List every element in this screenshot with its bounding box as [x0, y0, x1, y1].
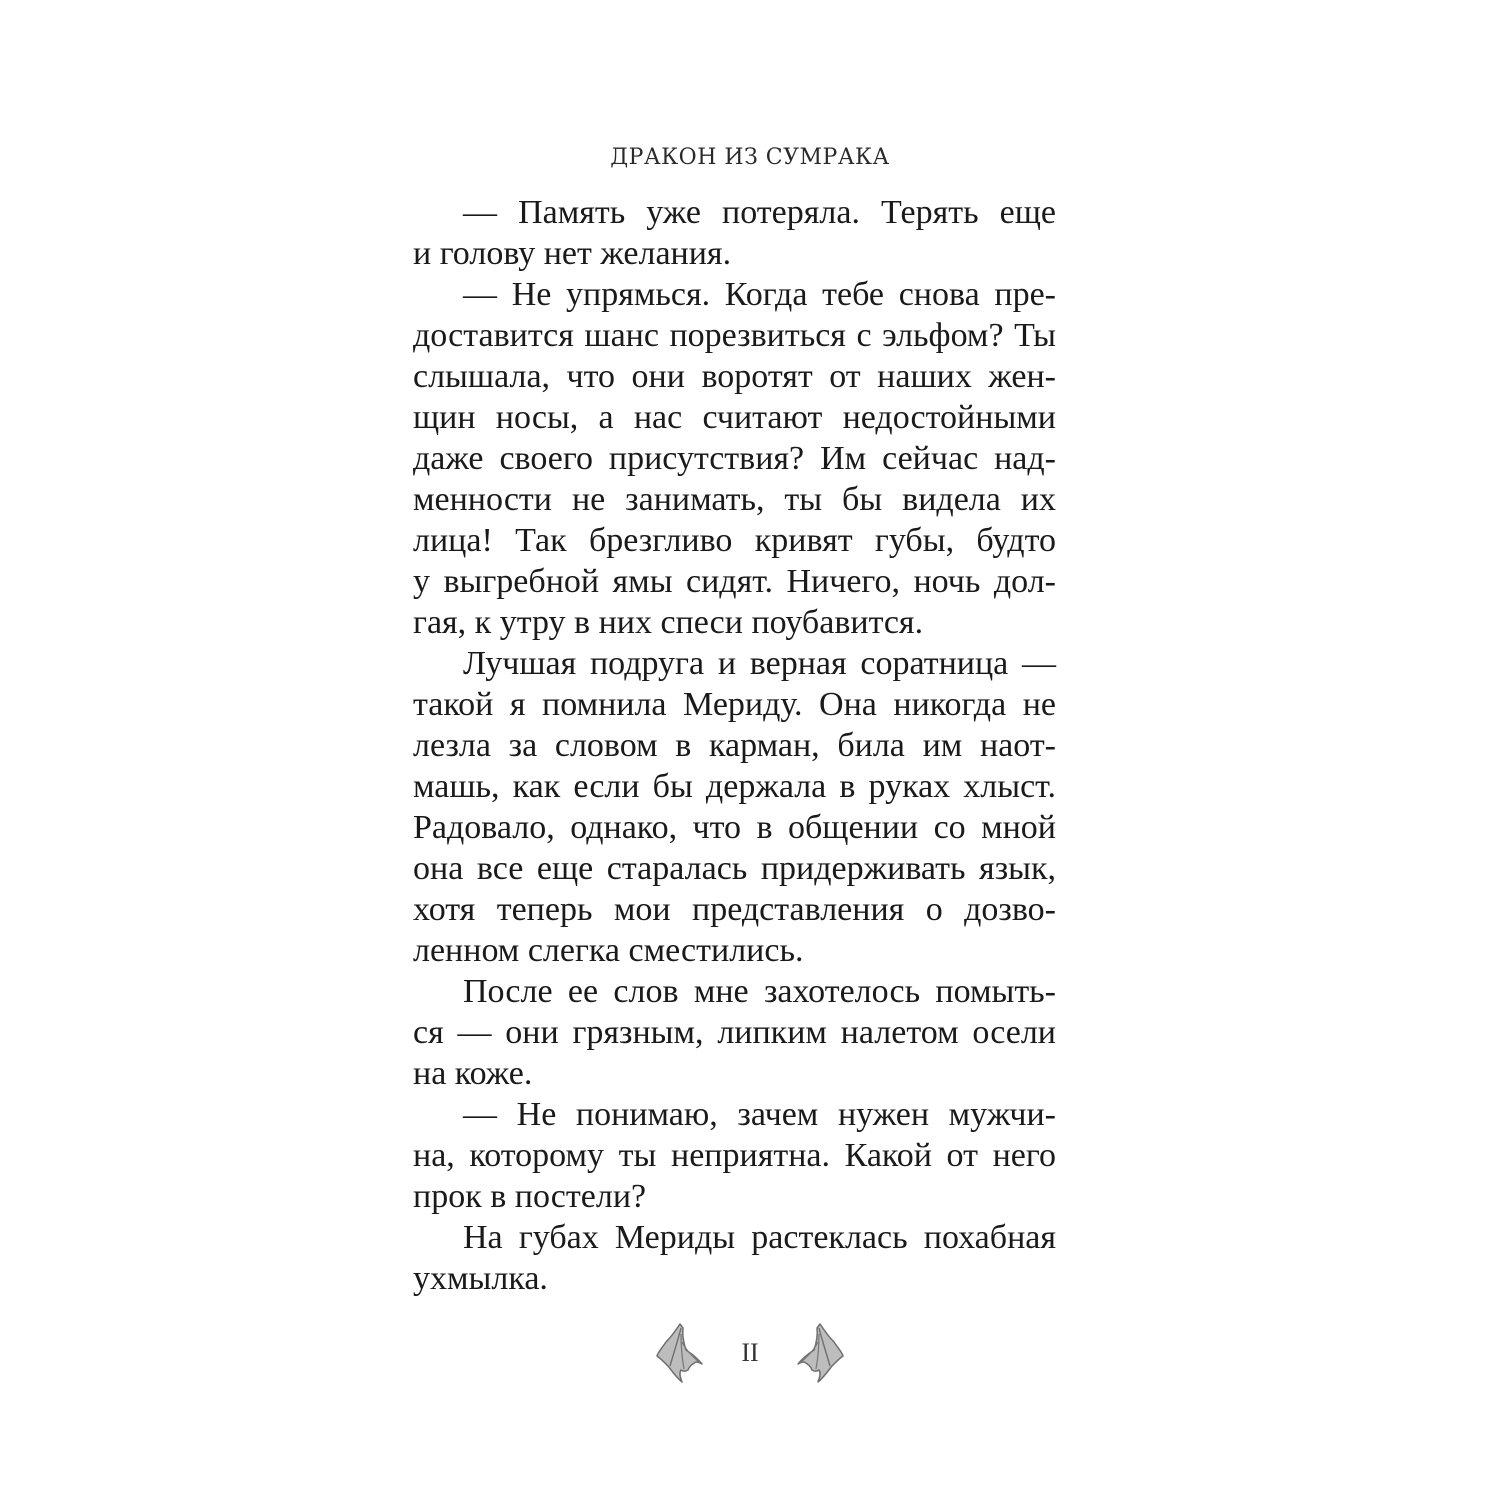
text-line: ся — они грязным, липким налетом осели: [413, 1014, 1056, 1051]
text-line: — Не упрямься. Когда тебе снова пре-: [463, 276, 1056, 313]
bat-wing-right-icon: [796, 1322, 846, 1384]
running-head: ДРАКОН ИЗ СУМРАКА: [610, 145, 890, 170]
bat-wing-left-icon: [654, 1322, 704, 1384]
text-line: она все еще старалась придерживать язык,: [413, 850, 1056, 887]
text-line: — Не понимаю, зачем нужен мужчи-: [463, 1096, 1056, 1133]
page-number: II: [741, 1338, 759, 1367]
text-line: лезла за словом в карман, била им наот-: [413, 727, 1056, 764]
page-footer: [0, 1318, 1500, 1388]
text-line: менности не занимать, ты бы видела их: [413, 481, 1056, 518]
body-text: [413, 192, 1056, 1299]
text-line: ухмылка.: [413, 1260, 548, 1297]
text-line: Радовало, однако, что в общении со мной: [413, 809, 1056, 846]
text-line: ленном слегка сместились.: [413, 932, 804, 969]
text-line: на, которому ты неприятна. Какой от него: [413, 1137, 1056, 1174]
text-line: даже своего присутствия? Им сейчас над-: [413, 440, 1056, 477]
text-line: слышала, что они воротят от наших жен-: [413, 358, 1056, 395]
text-line: лица! Так брезгливо кривят губы, будто: [413, 522, 1056, 559]
text-line: доставится шанс порезвиться с эльфом? Ты: [413, 317, 1056, 354]
text-line: прок в постели?: [413, 1178, 647, 1215]
text-line: гая, к утру в них спеси поубавится.: [413, 604, 924, 641]
text-line: машь, как если бы держала в руках хлыст.: [413, 768, 1056, 805]
text-line: и голову нет желания.: [413, 235, 732, 272]
text-line: такой я помнила Мериду. Она никогда не: [413, 686, 1056, 723]
text-line: на коже.: [413, 1055, 533, 1092]
text-line: щин носы, а нас считают недостойными: [413, 399, 1056, 436]
text-line: Лучшая подруга и верная соратница —: [463, 645, 1056, 682]
text-line: После ее слов мне захотелось помыть-: [463, 973, 1056, 1010]
text-line: — Память уже потеряла. Терять еще: [463, 194, 1056, 231]
text-line: На губах Мериды растеклась похабная: [463, 1219, 1056, 1256]
text-line: у выгребной ямы сидят. Ничего, ночь дол-: [413, 563, 1056, 600]
text-line: хотя теперь мои представления о дозво-: [413, 891, 1056, 928]
